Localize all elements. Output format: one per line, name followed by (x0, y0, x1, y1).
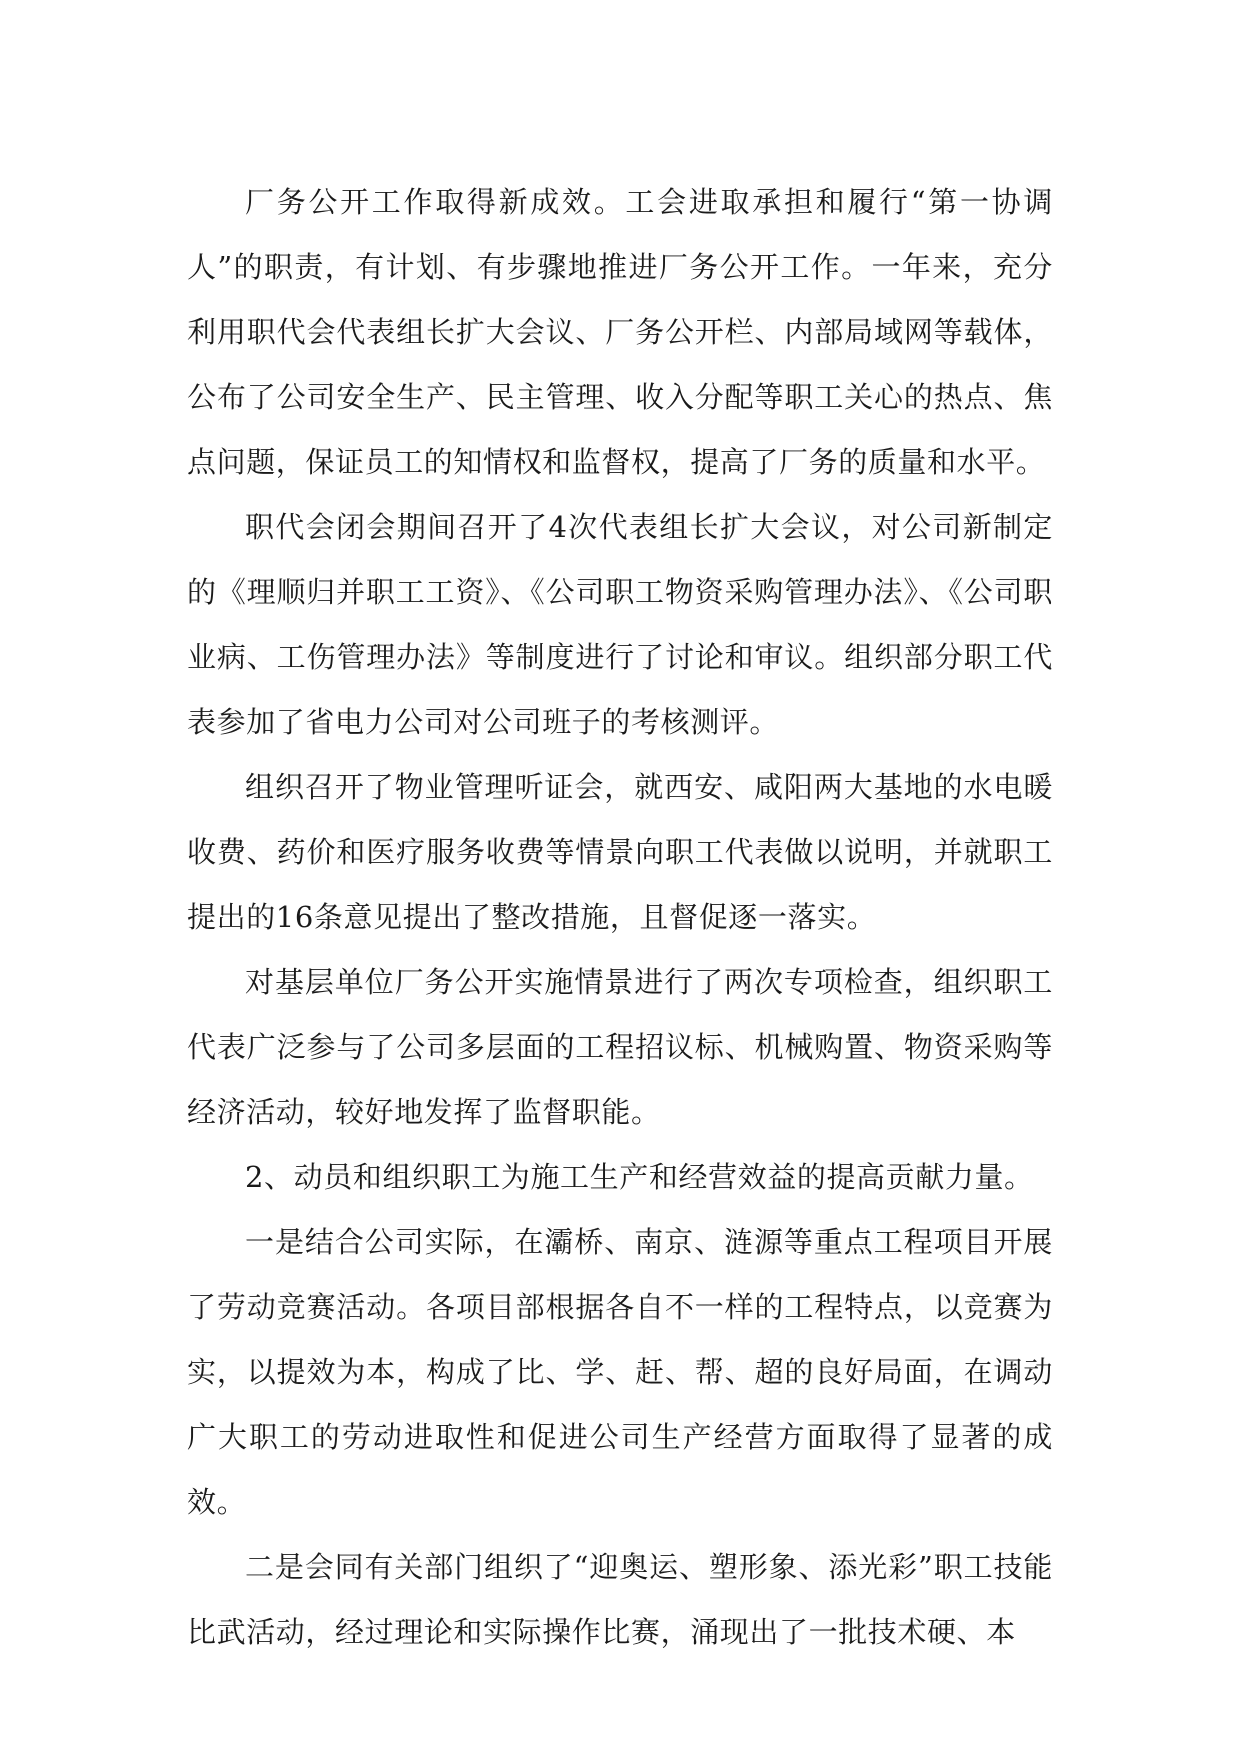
document-body (187, 170, 1053, 1665)
paragraph-property-hearing: 组织召开了物业管理听证会，就西安、咸阳两大基地的水电暖收费、药价和医疗服务收费等情景向职工代表做以说明，并就职工提出的16条意见提出了整改措施，且督促逐一落实。 (187, 770, 1053, 934)
paragraph-congress-meetings: 职代会闭会期间召开了4次代表组长扩大会议，对公司新制定的《理顺归并职工工资》、《公司职工物资采购管理办法》、《公司职业病、工伤管理办法》等制度进行了讨论和审议。组织部分职工代表参加了省电力公司对公司班子的考核测评。 (187, 510, 1053, 739)
section-heading-2: 2、动员和组织职工为施工生产和经营效益的提高贡献力量。 (245, 1160, 1034, 1194)
paragraph-inspection: 对基层单位厂务公开实施情景进行了两次专项检查，组织职工代表广泛参与了公司多层面的工程招议标、机械购置、物资采购等经济活动，较好地发挥了监督职能。 (187, 965, 1053, 1129)
paragraph-skill-contest: 二是会同有关部门组织了“迎奥运、塑形象、添光彩”职工技能比武活动，经过理论和实际操作比赛，涌现出了一批技术硬、本 (187, 1550, 1053, 1649)
paragraph-labor-competition: 一是结合公司实际，在灞桥、南京、涟源等重点工程项目开展了劳动竞赛活动。各项目部根据各自不一样的工程特点，以竞赛为实，以提效为本，构成了比、学、赶、帮、超的良好局面，在调动广大职工的劳动进取性和促进公司生产经营方面取得了显著的成效。 (187, 1225, 1053, 1519)
paragraph-factory-affairs: 厂务公开工作取得新成效。工会进取承担和履行“第一协调人”的职责，有计划、有步骤地推进厂务公开工作。一年来，充分利用职代会代表组长扩大会议、厂务公开栏、内部局域网等载体，公布了公司安全生产、民主管理、收入分配等职工关心的热点、焦点问题，保证员工的知情权和监督权，提高了厂务的质量和水平。 (187, 185, 1053, 479)
